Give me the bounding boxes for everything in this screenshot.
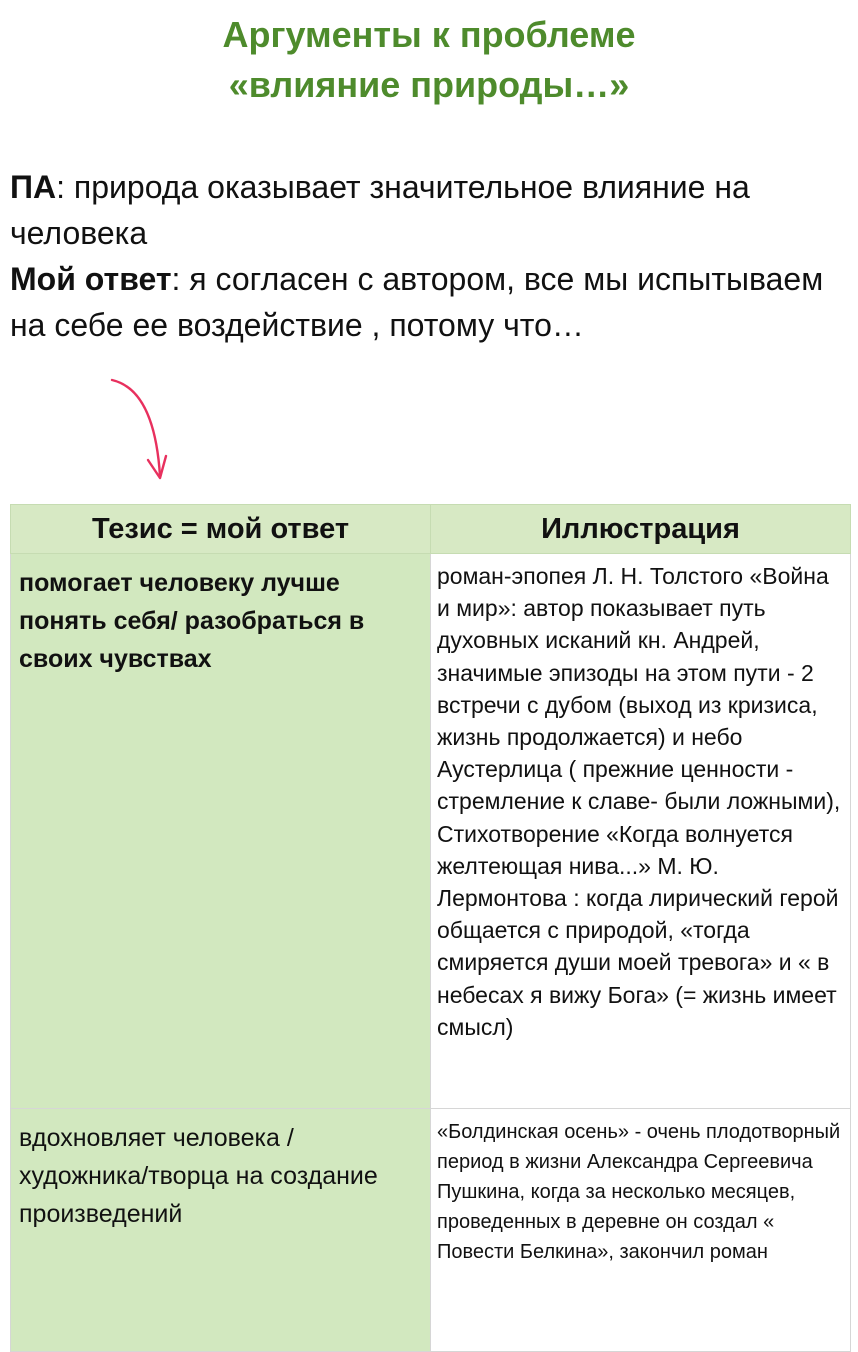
table-row — [11, 554, 851, 1109]
header-illustration: Иллюстрация — [431, 505, 851, 554]
illustration-cell: роман-эпопея Л. Н. Толстого «Война и мир»: автор показывает путь духовных исканий кн. Андрей, значимые эпизоды на этом пути - 2 встречи с дубом (выход из кризиса, жизнь продолжается) и небо Аустерлица ( прежние ценности - стремление к славе- были ложными), Стихотворение «Когда волнуется желтеющая нива...» М. Ю. Лермонтова : когда лирический герой общается с природой, «тогда смиряется души моей тревога» и « в небесах я вижу Бога» (= жизнь имеет смысл) — [431, 554, 851, 1109]
thesis-cell: помогает человеку лучше понять себя/ разобраться в своих чувствах — [11, 554, 431, 1109]
title-line-1: Аргументы к проблеме — [222, 14, 636, 55]
header-thesis: Тезис = мой ответ — [11, 505, 431, 554]
pa-text: : природа оказывает значительное влияние на человека — [10, 169, 750, 251]
table-row — [11, 1109, 851, 1352]
pa-label: ПА — [10, 169, 57, 205]
answer-text: : я согласен с автором, все мы испытываем на себе ее воздействие , потому что… — [10, 261, 824, 343]
title-line-2: «влияние природы…» — [228, 64, 630, 105]
illustration-cell: «Болдинская осень» - очень плодотворный период в жизни Александра Сергеевича Пушкина, когда за несколько месяцев, проведенных в деревне он создал « Повести Белкина», закончил роман — [431, 1109, 851, 1352]
arguments-table — [10, 504, 851, 1352]
curved-arrow-down-icon — [100, 372, 190, 484]
thesis-cell: вдохновляет человека / художника/творца на создание произведений — [11, 1109, 431, 1352]
answer-label: Мой ответ — [10, 261, 172, 297]
page-title — [0, 10, 858, 110]
intro-paragraph — [10, 164, 850, 348]
table-header-row — [11, 505, 851, 554]
